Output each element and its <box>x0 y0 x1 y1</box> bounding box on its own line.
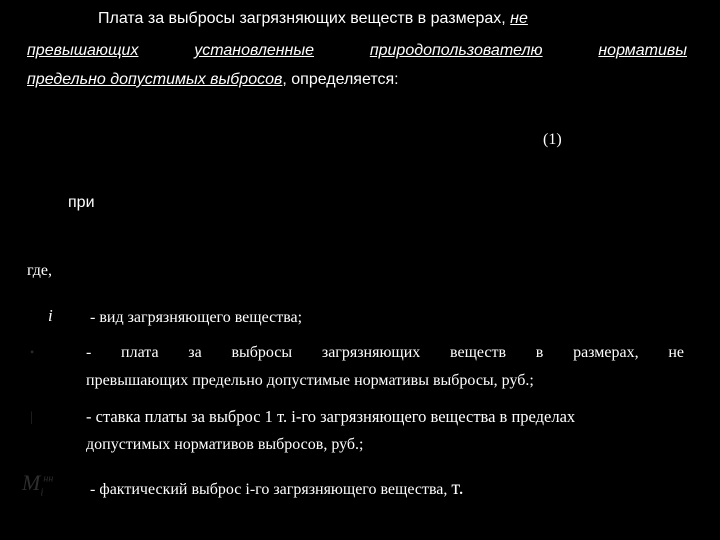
intro-word-exceeding: превышающих <box>27 42 139 59</box>
intro-line-2 <box>27 42 687 60</box>
formula-number: (1) <box>543 131 562 148</box>
intro-prefix: Плата за выбросы загрязняющих веществ в размерах, <box>98 10 506 27</box>
intro-word-user: природопользователю <box>369 42 543 59</box>
def-rate-line-1: - ставка платы за выброс 1 т. i-го загрязняющего вещества в пределах <box>86 407 576 426</box>
gde-label: где, <box>27 262 53 279</box>
intro-ne: не <box>510 10 528 27</box>
def-payment-line-2: превышающих предельно допустимые нормативы выбросы, руб.; <box>86 372 534 389</box>
intro-line-3 <box>27 71 399 89</box>
intro-word-established: установленные <box>194 42 315 59</box>
intro-word-norms: нормативы <box>598 42 687 59</box>
def-emission-text <box>90 477 464 500</box>
intro-line-1 <box>98 10 528 28</box>
symbol-m-letter: M <box>22 470 41 495</box>
symbol-m <box>22 470 53 498</box>
def-emission-body: - фактический выброс i-го загрязняющего вещества, <box>90 481 448 498</box>
symbol-m-sub: i <box>40 486 44 499</box>
def-rate-line-2: допустимых нормативов выбросов, руб.; <box>86 436 364 453</box>
symbol-payment-faint: • <box>30 345 35 359</box>
def-i-text: - вид загрязняющего вещества; <box>90 309 303 326</box>
intro-pdv: предельно допустимых выбросов <box>27 71 283 88</box>
intro-suffix: , определяется: <box>282 71 399 88</box>
def-payment-line-1: - плата за выбросы загрязняющих веществ в размерах, не <box>86 344 684 361</box>
pri-label: при <box>68 194 95 211</box>
symbol-m-sup: нн <box>43 473 54 485</box>
symbol-rate-faint: | <box>30 410 33 425</box>
symbol-i: i <box>48 306 53 325</box>
def-emission-unit: т. <box>451 477 464 499</box>
